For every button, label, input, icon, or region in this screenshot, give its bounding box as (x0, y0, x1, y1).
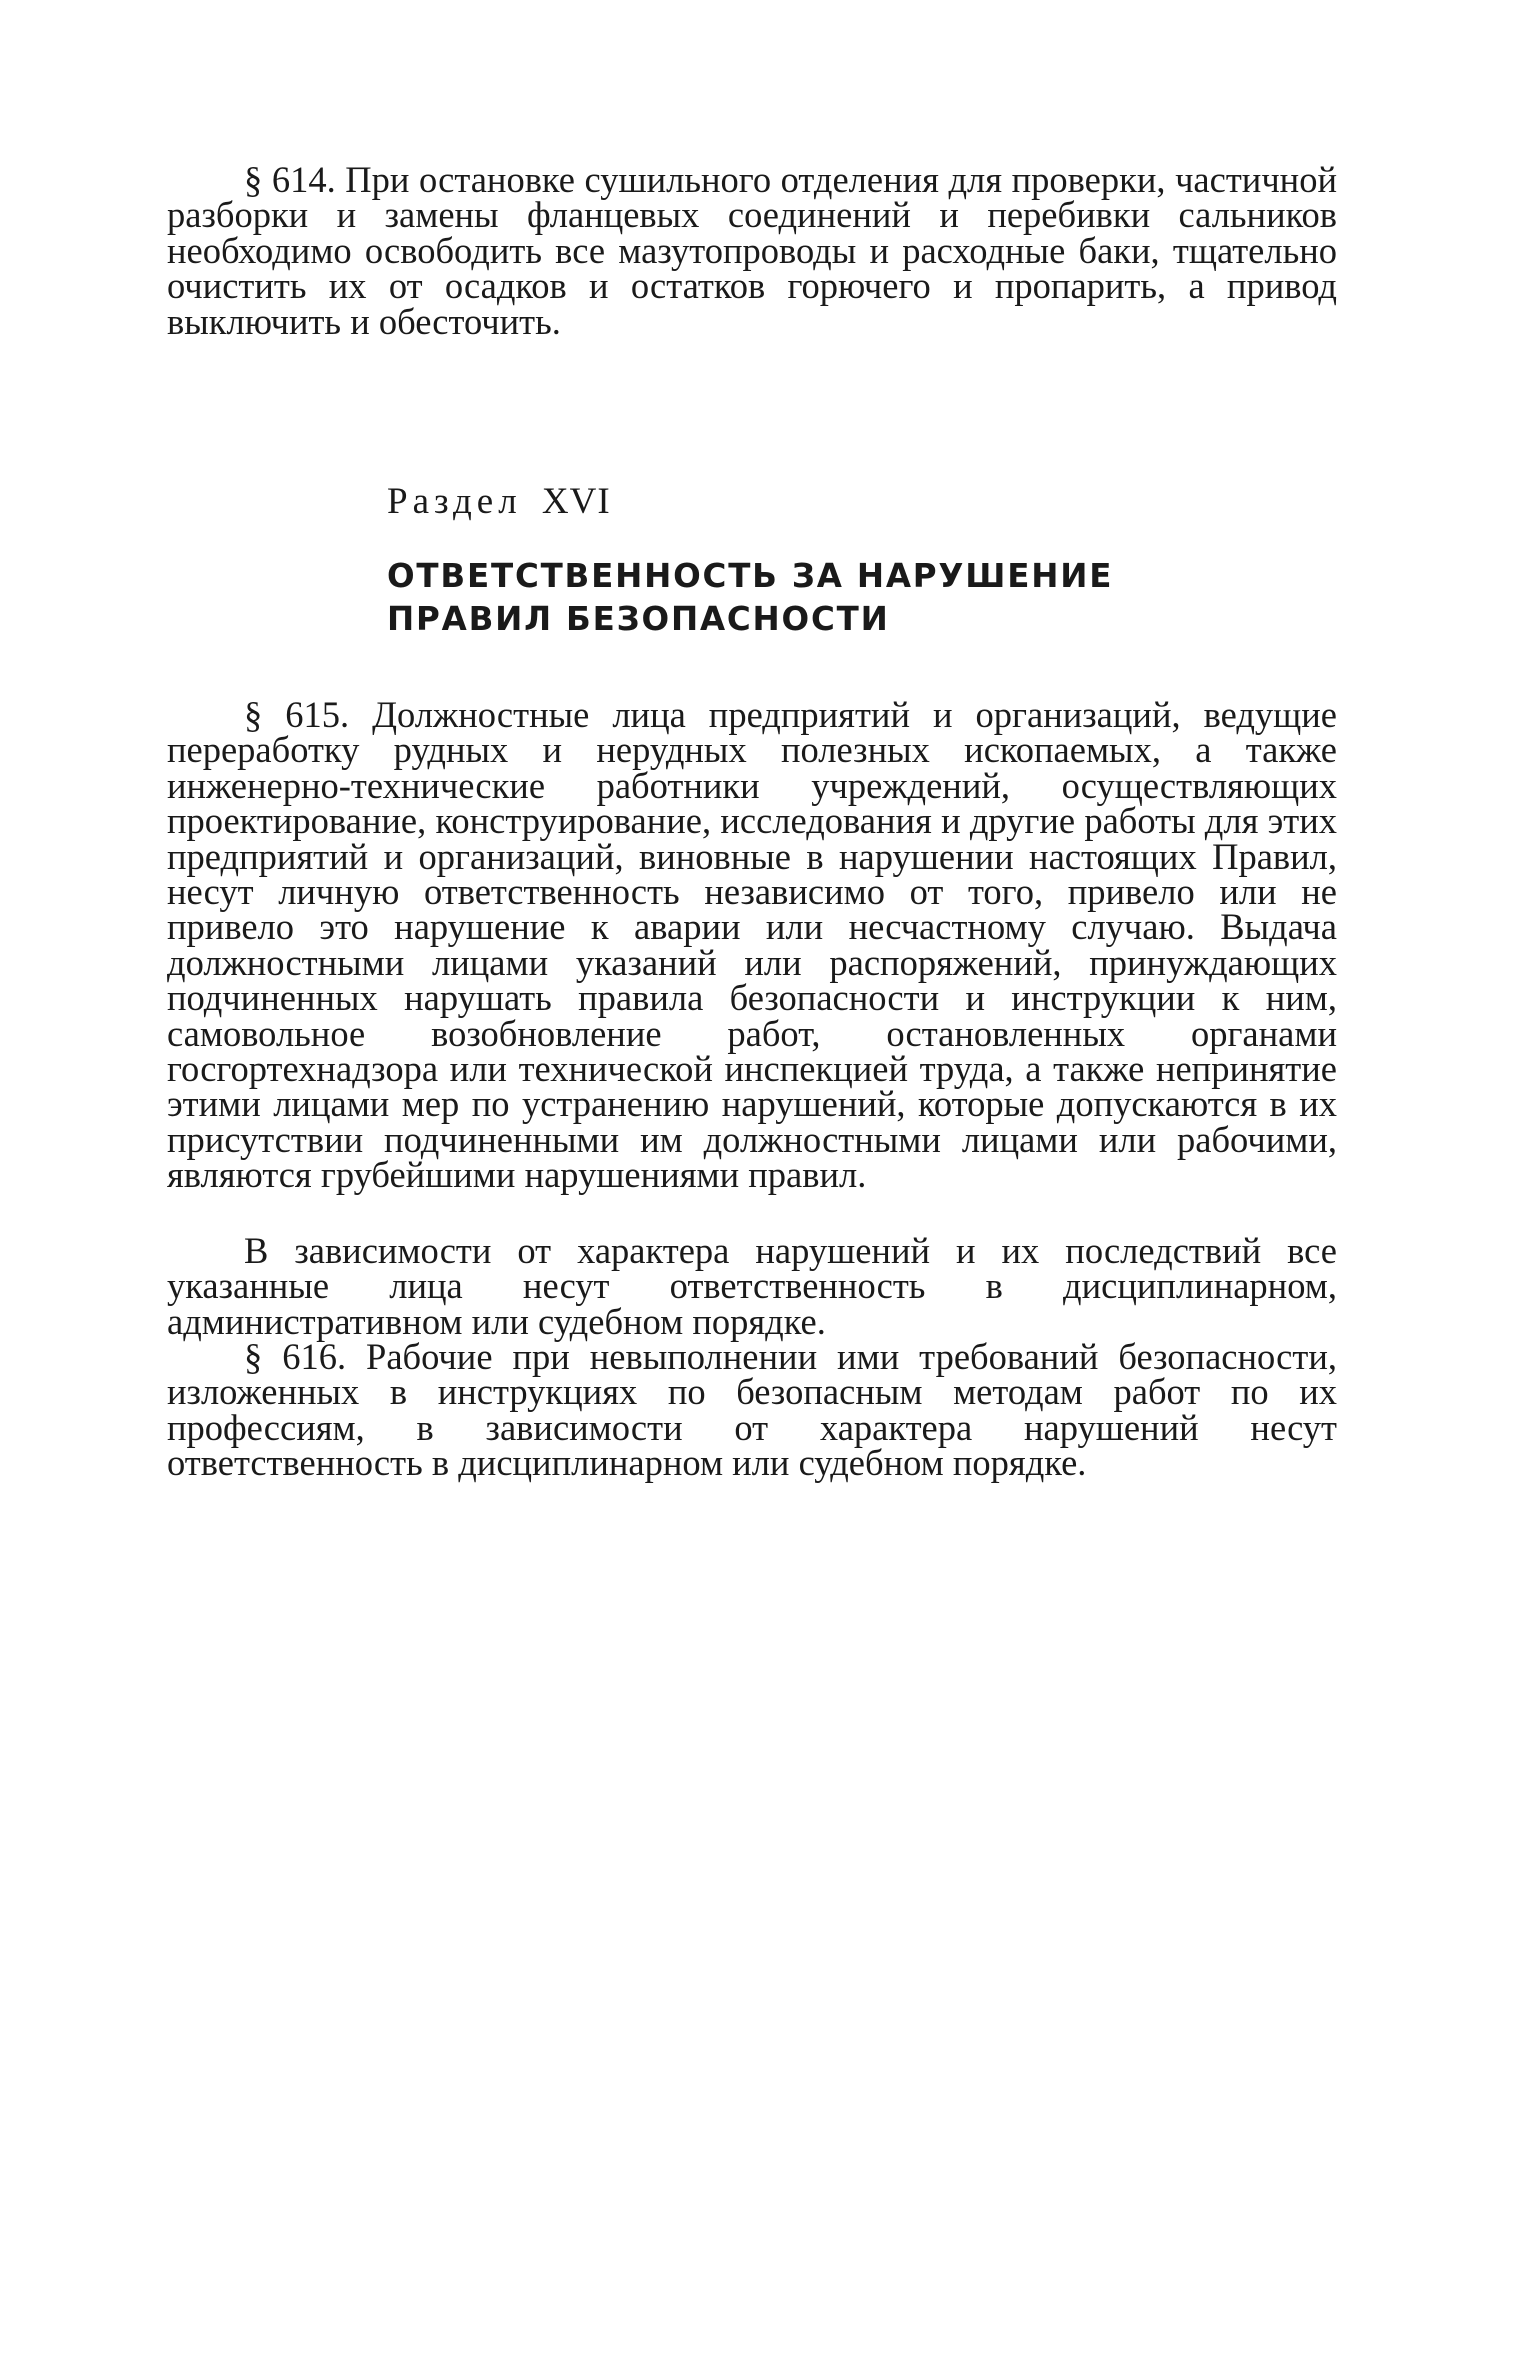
paragraph-616-text: § 616. Рабочие при невыполнении ими требований безопасности, изложенных в инструкциях по безопасным методам работ по их профессиям, в зависимости от характера нарушений несут ответственность в дисциплинарном или судебном порядке. (167, 1336, 1337, 1484)
paragraph-615-continuation-text: В зависимости от характера нарушений и их последствий все указанные лица несут ответственность в дисциплинарном, административном или судебном порядке. (167, 1230, 1337, 1342)
paragraph-615 (167, 694, 1337, 1196)
paragraph-615-text: § 615. Должностные лица предприятий и организаций, ведущие переработку рудных и нерудных полезных ископаемых, а также инженерно-технические работники учреждений, осуществляющих проектирование, конструирование, исследования и другие работы для этих предприятий и организаций, виновные в нарушении настоящих Правил, несут личную ответственность независимо от того, привело или не привело это нарушение к аварии или несчастному случаю. Выдача должностными лицами указаний или распоряжений, принуждающих подчиненных нарушать правила безопасности и инструкции к ним, самовольное возобновление работ, остановленных органами госгортехнадзора или технической инспекцией труда, а также непринятие этими лицами мер по устранению нарушений, которые допускаются в их присутствии подчиненными им должностными лицами или рабочими, являются грубейшими нарушениями правил. (167, 694, 1337, 1196)
section-title-line-2: ПРАВИЛ БЕЗОПАСНОСТИ (387, 600, 890, 638)
paragraph-615-continuation (167, 1230, 1337, 1342)
paragraph-614 (167, 159, 1337, 342)
paragraph-616 (167, 1336, 1337, 1484)
section-title (387, 555, 1113, 641)
section-label: Раздел (387, 481, 522, 522)
paragraph-614-text: § 614. При остановке сушильного отделения для проверки, частичной разборки и замены фланцевых соединений и перебивки сальников необходимо освободить все мазутопроводы и расходные баки, тщательно очистить их от осадков и остатков горючего и пропарить, а привод выключить и обесточить. (167, 159, 1337, 342)
section-title-line-1: ОТВЕТСТВЕННОСТЬ ЗА НАРУШЕНИЕ (387, 557, 1114, 595)
section-heading (387, 482, 611, 522)
section-number: XVI (541, 481, 611, 522)
